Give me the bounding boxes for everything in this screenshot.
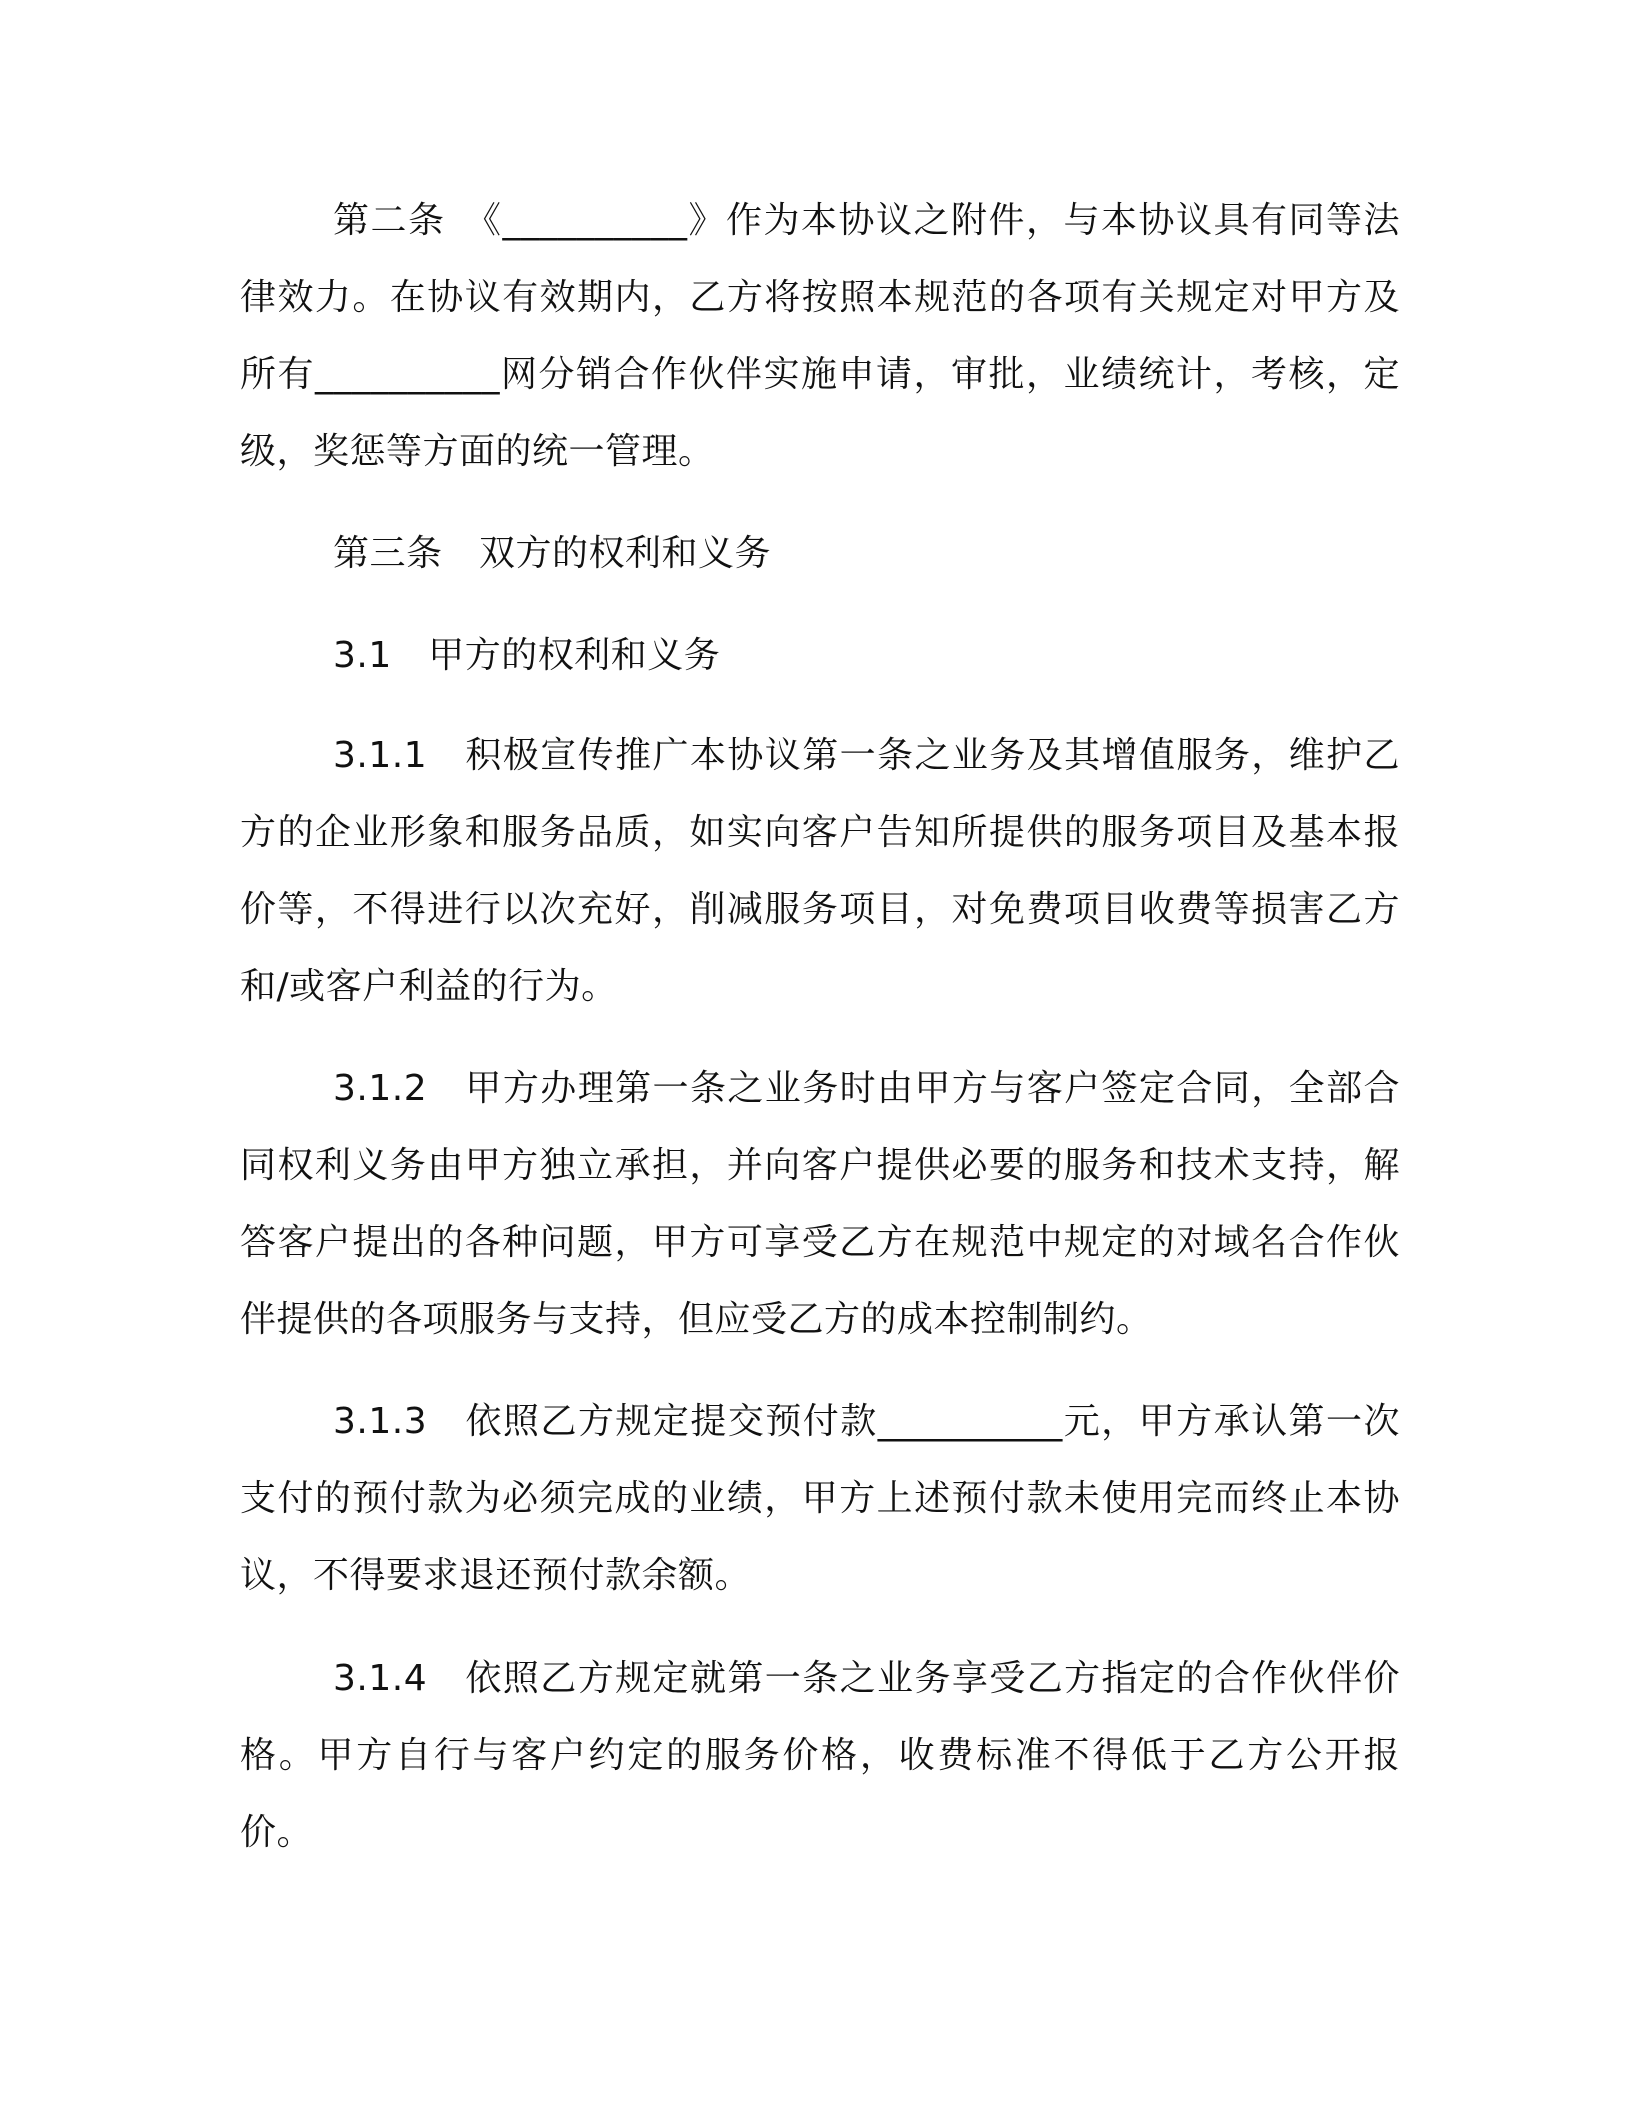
section-3-1-heading: 3.1 甲方的权利和义务: [333, 635, 721, 676]
clause-3-1-2-paragraph: 3.1.2 甲方办理第一条之业务时由甲方与客户签定合同，全部合同权利义务由甲方独立承担，并向客户提供必要的服务和技术支持，解答客户提出的各种问题，甲方可享受乙方在规范中规定的对域名合作伙伴提供的各项服务与支持，但应受乙方的成本控制制约。: [240, 1068, 1400, 1340]
clause-3-1-4-paragraph: 3.1.4 依照乙方规定就第一条之业务享受乙方指定的合作伙伴价格。甲方自行与客户约定的服务价格，收费标准不得低于乙方公开报价。: [240, 1658, 1400, 1853]
article-2-paragraph: 第二条 《__________》作为本协议之附件，与本协议具有同等法律效力。在协议有效期内，乙方将按照本规范的各项有关规定对甲方及所有__________网分销合作伙伴实施申请，审批，业绩统计，考核，定级，奖惩等方面的统一管理。: [240, 200, 1400, 472]
clause-3-1-1-paragraph: 3.1.1 积极宣传推广本协议第一条之业务及其增值服务，维护乙方的企业形象和服务品质，如实向客户告知所提供的服务项目及基本报价等，不得进行以次充好，削减服务项目，对免费项目收费等损害乙方和/或客户利益的行为。: [240, 735, 1400, 1007]
clause-3-1-3-paragraph: 3.1.3 依照乙方规定提交预付款__________元，甲方承认第一次支付的预付款为必须完成的业绩，甲方上述预付款未使用完而终止本协议，不得要求退还预付款余额。: [240, 1401, 1400, 1596]
article-3-heading: 第三条 双方的权利和义务: [333, 533, 772, 574]
